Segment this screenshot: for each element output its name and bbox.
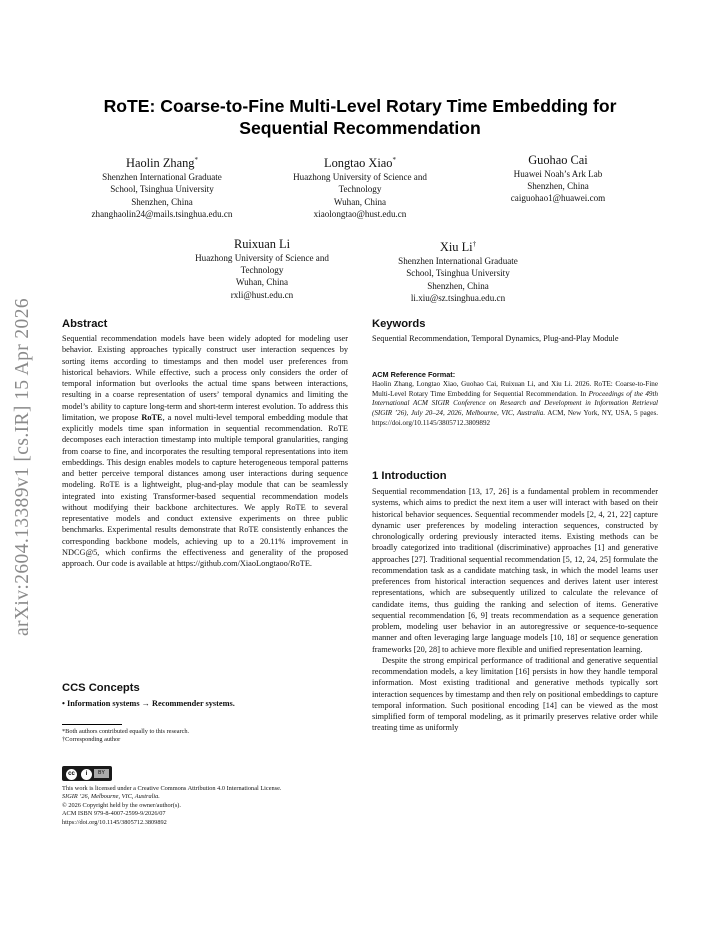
author-name: Haolin Zhang bbox=[126, 156, 195, 171]
introduction-heading: 1 Introduction bbox=[372, 470, 447, 482]
author-affil: Shenzhen, China bbox=[427, 280, 489, 291]
author-block-3 bbox=[458, 153, 658, 205]
author-block-2 bbox=[260, 153, 460, 220]
abstract-heading: Abstract bbox=[62, 318, 108, 330]
footnote-corresponding: †Corresponding author bbox=[62, 736, 121, 744]
intro-paragraph-2: Despite the strong empirical performance of traditional and generative sequential recommendation models, a key limitation [16] persists in how they handle temporal information. Most existing traditional and generative methods typically sort interaction sequences by timestamp and then rely on positional embeddings to capture temporal information. Such positional encoding [14] can be viewed as the most simplified form of temporal modeling, as it primarily preserves relative order while treating time as uniformly bbox=[372, 655, 658, 733]
license-block bbox=[62, 785, 348, 827]
author-email: li.xiu@sz.tsinghua.edu.cn bbox=[410, 292, 506, 303]
author-name: Ruixuan Li bbox=[233, 237, 291, 251]
abstract-text-part: Sequential recommendation models have been widely adopted for modeling user behavior. Existing approaches typically construct user interaction sequences by sorting items according to timestamps and then model user preferences from historical behaviors. While effective, such a process only considers the order of temporal information but overlooks the actual time spans between interactions, resulting in a coarse representation of users’ temporal dynamics and limiting the model’s ability to capture long-term and short-term interest evolution. To address this limitation, we propose bbox=[62, 334, 348, 422]
by-label: BY bbox=[94, 769, 109, 778]
author-affil: Shenzhen International Graduate bbox=[102, 172, 222, 183]
author-mark: † bbox=[472, 240, 477, 248]
abstract-section bbox=[62, 318, 348, 569]
abstract-bold-term: RoTE bbox=[141, 412, 163, 422]
cc-by-badge-icon bbox=[62, 766, 112, 781]
footnotes bbox=[62, 728, 348, 745]
doi-line: https://doi.org/10.1145/3805712.3809892 bbox=[62, 818, 167, 826]
author-affil: School, Tsinghua University bbox=[406, 268, 510, 279]
author-affil: Technology bbox=[240, 265, 284, 276]
author-block-5 bbox=[358, 237, 558, 304]
author-affil: Wuhan, China bbox=[333, 196, 387, 207]
author-email: zhanghaolin24@mails.tsinghua.edu.cn bbox=[91, 208, 233, 219]
author-name: Xiu Li bbox=[439, 240, 473, 255]
author-mark: * bbox=[392, 156, 396, 164]
acm-ref-part: Haolin Zhang, Longtao Xiao, Guohao Cai, Ruixuan Li, and Xiu Li. 2026. RoTE: Coarse-to-Fine Multi-Level Rotary Time Embedding for Sequential Recommendation. In bbox=[372, 380, 658, 398]
arxiv-stamp: arXiv:2604.13389v1 [cs.IR] 15 Apr 2026 bbox=[12, 298, 33, 636]
author-block-1 bbox=[62, 153, 262, 220]
author-block-4 bbox=[162, 237, 362, 301]
keywords-text: Sequential Recommendation, Temporal Dynamics, Plug-and-Play Module bbox=[372, 334, 619, 343]
author-email: rxli@hust.edu.cn bbox=[230, 289, 294, 300]
acm-ref-part: ACM, New York, NY, USA, 5 pages. https://doi.org/10.1145/3805712.3809892 bbox=[372, 409, 658, 427]
cc-logo-icon: cc bbox=[65, 768, 78, 781]
footnote-equal: *Both authors contributed equally to this research. bbox=[62, 728, 190, 735]
isbn-line: ACM ISBN 979-8-4007-2599-9/2026/07 bbox=[62, 810, 166, 818]
acm-reference-heading: ACM Reference Format: bbox=[372, 370, 456, 379]
author-affil: Shenzhen International Graduate bbox=[398, 256, 518, 267]
abstract-text bbox=[62, 333, 348, 569]
author-name: Longtao Xiao bbox=[324, 156, 393, 171]
author-affil: Huazhong University of Science and bbox=[293, 172, 427, 183]
license-line: This work is licensed under a Creative Commons Attribution 4.0 International License. bbox=[62, 785, 282, 792]
author-mark: * bbox=[194, 156, 198, 164]
footnote-rule bbox=[62, 724, 122, 725]
conference-line: SIGIR ’26, Melbourne, VIC, Australia. bbox=[62, 793, 160, 801]
author-email: xiaolongtao@hust.edu.cn bbox=[313, 208, 407, 219]
ccs-heading: CCS Concepts bbox=[62, 682, 140, 694]
ccs-item: • Information systems → Recommender systems. bbox=[62, 699, 235, 708]
author-affil: Shenzhen, China bbox=[131, 196, 193, 207]
author-affil: Wuhan, China bbox=[235, 277, 289, 288]
introduction-section bbox=[372, 470, 658, 734]
author-affil: Huawei Noah’s Ark Lab bbox=[513, 169, 603, 179]
keywords-section bbox=[372, 318, 658, 344]
acm-ref-venue: Proceedings of the 49th International ACM SIGIR Conference on Research and Development in Information Retrieval (SIGIR ’26), July 20–24, 2026, Melbourne, VIC, Australia. bbox=[372, 389, 658, 418]
acm-reference-text bbox=[372, 380, 658, 429]
copyright-line: © 2026 Copyright held by the owner/author(s). bbox=[62, 801, 181, 809]
author-affil: Shenzhen, China bbox=[527, 181, 589, 192]
author-name: Guohao Cai bbox=[528, 153, 588, 167]
title-line-2: Sequential Recommendation bbox=[239, 118, 481, 138]
abstract-text-part: , a novel multi-level temporal embedding module that explicitly models time span information in sequential recommendation. RoTE decomposes each interaction timestamp into multiple temporal granularities, ranging from coarse to fine, and incorporates the resulting temporal representations into item embeddings. This design enables models to capture heterogeneous temporal patterns and better perceive temporal distances among user interactions during sequence modeling. RoTE is a lightweight, plug-and-play module that can be seamlessly integrated into existing Transformer-based sequential recommendation models without modifying their backbone architectures. We apply RoTE to several representative models and conduct extensive experiments on three public benchmarks. Experimental results demonstrate that RoTE consistently enhances the corresponding backbone models, achieving up to a 20.11% improvement in NDCG@5, which confirms the effectiveness and generality of the proposed approach. Our code is available at https://github.com/XiaoLongtaoo/RoTE. bbox=[62, 412, 348, 568]
keywords-heading: Keywords bbox=[372, 318, 426, 330]
paper-title bbox=[60, 95, 660, 139]
author-email: caiguohao1@huawei.com bbox=[510, 193, 606, 204]
attribution-icon: i bbox=[80, 768, 93, 781]
intro-paragraph-1: Sequential recommendation [13, 17, 26] is a fundamental problem in recommender systems, which aims to predict the next item a user will interact with based on their historical behavior sequences. Sequential recommender models [2, 4, 21, 22] capture dynamic user preferences by modeling interaction sequences, constructed by chronologically ordering previously interacted items. Existing methods can be broadly categorized into traditional (discriminative) approaches [1] and generative approaches [27]. Traditional sequential recommendation [5, 12, 24, 25] formulate the recommendation task as a candidate matching task, in which the model learns user preferences from historical interaction sequences and derives latent user interest representations, which are subsequently utilized to calculate the relevance of candidate items, thus guiding the ranking and selection of items. Generative sequential recommendation [6, 9] treats recommendation as a sequence generation problem, modeling user behavior in an autoregressive or sequence-to-sequence manner and often leveraging large language models [10, 18] or sequence generation frameworks [20, 28] to achieve more flexible and unified representation learning. bbox=[372, 487, 658, 654]
ccs-section bbox=[62, 682, 348, 709]
acm-reference bbox=[372, 370, 658, 429]
author-affil: Technology bbox=[338, 184, 382, 195]
author-affil: Huazhong University of Science and bbox=[195, 253, 329, 263]
title-line-1: RoTE: Coarse-to-Fine Multi-Level Rotary Time Embedding for bbox=[103, 96, 617, 116]
author-affil: School, Tsinghua University bbox=[110, 184, 214, 195]
